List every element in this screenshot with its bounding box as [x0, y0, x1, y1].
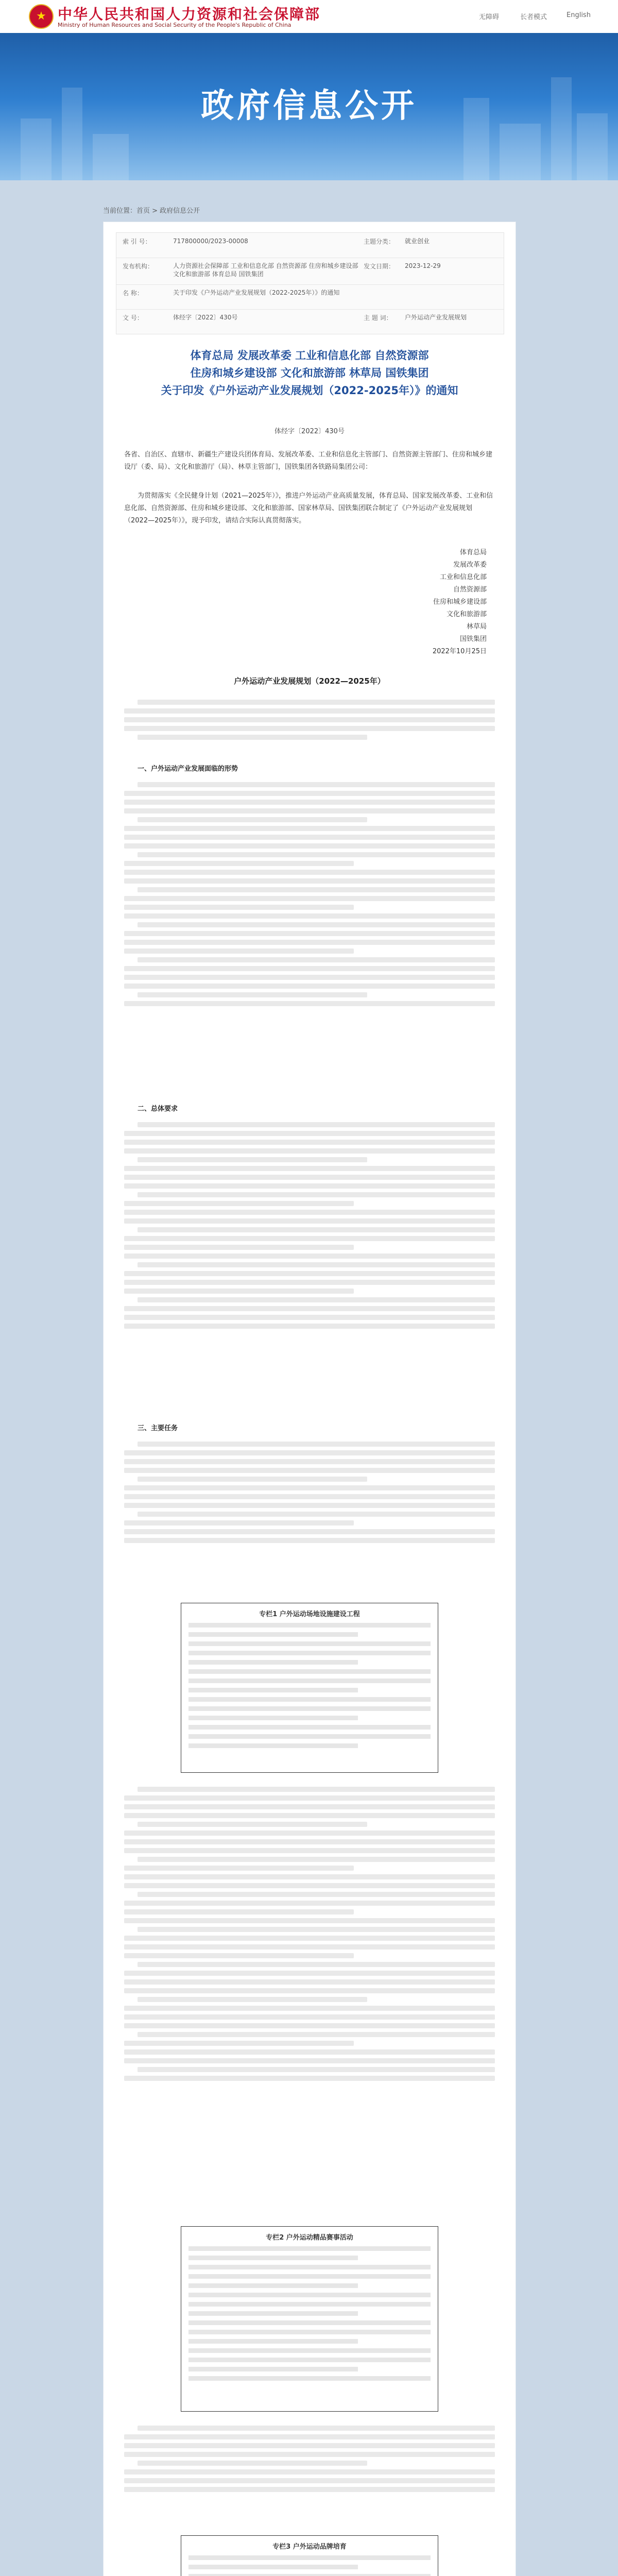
section-heading: 二、总体要求: [138, 1105, 178, 1113]
link-elder-mode[interactable]: 长者模式: [520, 13, 547, 21]
document-title: [124, 347, 495, 399]
banner-title: 政府信息公开: [201, 87, 417, 125]
paragraph-block: [124, 1118, 495, 1417]
title-label: 名 称：: [123, 290, 143, 297]
site-name-en: Ministry of Human Resources and Social Security of the People's Republic of China: [58, 22, 291, 28]
recipients: 各省、自治区、直辖市、新疆生产建设兵团体育局、发展改革委、工业和信息化主管部门、自然资源主管部门、住房和城乡建设厅（委、局）、文化和旅游厅（局）、林草主管部门，国铁集团各铁路局集团公司：: [124, 451, 493, 471]
keyword-value: 户外运动产业发展规划: [405, 314, 467, 321]
category-label: 主题分类：: [364, 238, 395, 245]
metadata-table: [116, 232, 504, 334]
issuer-label: 发布机构：: [123, 263, 154, 270]
signature: 国铁集团: [459, 635, 487, 643]
link-accessibility[interactable]: 无障碍: [479, 13, 500, 21]
breadcrumb[interactable]: 当前位置：首页 > 政府信息公开: [103, 207, 200, 215]
signature: 文化和旅游部: [446, 611, 487, 618]
section-heading: 三、主要任务: [138, 1425, 178, 1432]
feature-box-title: 专栏2 户外运动精品赛事活动: [266, 2234, 353, 2242]
keyword-label: 主 题 词：: [364, 314, 392, 321]
signature: 发展改革委: [453, 561, 487, 569]
body-paragraph: 为贯彻落实《全民健身计划（2021—2025年）》，推进户外运动产业高质量发展，体育总局、国家发展改革委、工业和信息化部、自然资源部、住房和城乡建设部、文化和旅游部、国家林草局、国铁集团联合制定了《户外运动产业发展规划（2022—2025年）》，现予印发，请结合实际认真贯彻落实。: [124, 492, 493, 524]
paragraph-block: [124, 696, 495, 758]
document-title-line: 住房和城乡建设部 文化和旅游部 林草局 国铁集团: [190, 367, 429, 379]
docno-value: 体经字〔2022〕430号: [173, 314, 238, 321]
section-heading: 一、户外运动产业发展面临的形势: [138, 765, 238, 773]
issuer-value: 人力资源社会保障部 工业和信息化部 自然资源部 住房和城乡建设部 文化和旅游部 体育总局 国铁集团: [173, 262, 358, 278]
category-value: 就业创业: [405, 238, 430, 245]
site-header: [0, 0, 618, 33]
document-title-line: 体育总局 发展改革委 工业和信息化部 自然资源部: [190, 349, 429, 362]
feature-box: [181, 2226, 438, 2412]
index-value: 717800000/2023-00008: [173, 238, 248, 245]
feature-box-title: 专栏3 户外运动品牌培育: [272, 2543, 347, 2551]
feature-box: [181, 2535, 438, 2576]
national-emblem-icon: ★: [29, 4, 54, 29]
date-value: 2023-12-29: [405, 262, 441, 269]
docno-label: 文 号：: [123, 314, 143, 321]
site-name[interactable]: 中华人民共和国人力资源和社会保障部: [58, 6, 321, 23]
signature: 自然资源部: [453, 586, 487, 594]
signature: 体育总局: [459, 549, 487, 556]
plan-title: 户外运动产业发展规划（2022—2025年）: [234, 676, 385, 686]
feature-box: [181, 1603, 438, 1773]
paragraph-block: [124, 778, 495, 1098]
sign-date: 2022年10月25日: [432, 648, 487, 655]
signature: 工业和信息化部: [439, 573, 487, 581]
link-english[interactable]: English: [566, 11, 591, 19]
feature-box-title: 专栏1 户外运动场地设施建设工程: [259, 1611, 360, 1618]
signature: 林草局: [466, 623, 487, 631]
banner: [0, 33, 618, 180]
index-label: 索 引 号：: [123, 238, 151, 245]
paragraph-block: [124, 1783, 495, 2216]
document-number: 体经字〔2022〕430号: [274, 428, 345, 435]
paragraph-block: [124, 2422, 495, 2525]
document-panel: [103, 222, 516, 2576]
date-label: 发文日期：: [364, 263, 395, 270]
document-title-line: 关于印发《户外运动产业发展规划（2022-2025年）》的通知: [161, 384, 458, 397]
signature: 住房和城乡建设部: [433, 598, 487, 606]
signatures: [433, 547, 487, 658]
paragraph-block: [124, 1438, 495, 1592]
title-value: 关于印发《户外运动产业发展规划（2022-2025年）》的通知: [173, 289, 340, 296]
